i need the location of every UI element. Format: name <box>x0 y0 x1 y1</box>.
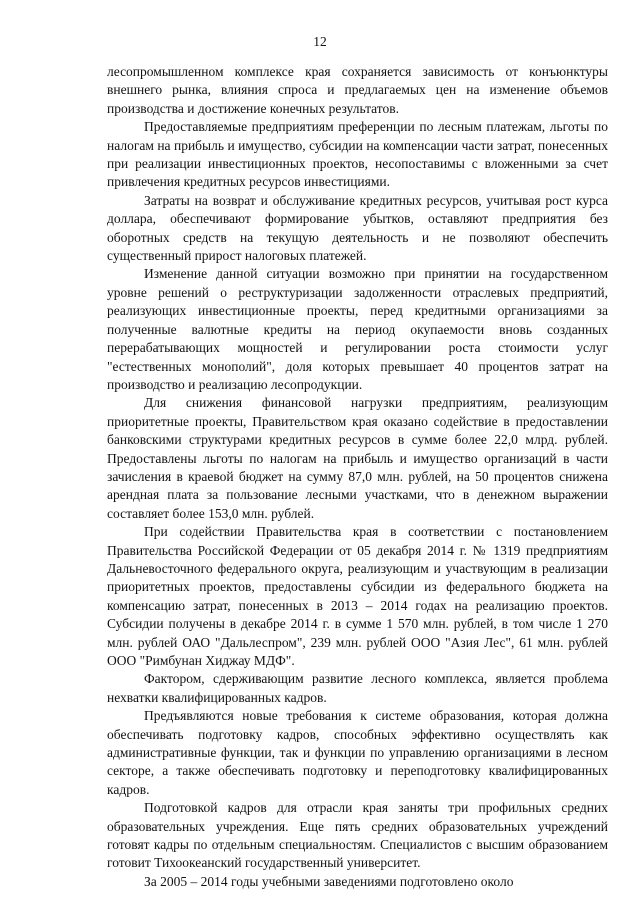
page-number: 12 <box>313 34 327 49</box>
paragraph-personnel-shortage: Фактором, сдерживающим развитие лесного комплекса, является проблема нехватки квалифицированных кадров. <box>107 671 608 705</box>
paragraph-preferences: Предоставляемые предприятиям преференции по лесным платежам, льготы по налогам на прибыль и имущество, субсидии на компенсации части затрат, понесенных при реализации инвестиционных проектов, несопоставимы с вложенными за счет привлечения кредитных ресурсов инвестициями. <box>107 119 608 190</box>
paragraph-federal-subsidies: При содействии Правительства края в соответствии с постановлением Правительства Российской Федерации от 05 декабря 2014 г. № 1319 предприятиям Дальневосточного федерального округа, реализующим и участвующим в реализации приоритетных проектов, предоставлены субсидии из федерального бюджета на компенсацию затрат, понесенных в 2013 – 2014 годах на реализацию проектов. Субсидии получены в декабре 2014 г. в сумме 1 570 млн. рублей, в том числе 1 270 млн. рублей ОАО "Дальлеспром", 239 млн. рублей ООО "Азия Лес", 61 млн. рублей ООО "Римбунан Хиджау МДФ". <box>107 524 608 668</box>
paragraph-education-requirements: Предъявляются новые требования к системе образования, которая должна обеспечивать подготовку кадров, способных эффективно осуществлять как административные функции, так и функции по управлению организациями в лесном секторе, а также обеспечивать подготовку и переподготовку квалифицированных кадров. <box>107 708 608 797</box>
paragraph-financial-support: Для снижения финансовой нагрузки предприятиям, реализующим приоритетные проекты, Правительством края оказано содействие в предоставлении банковскими структурами кредитных ресурсов в сумме более 22,0 млрд. рублей. Предоставлены льготы по налогам на прибыль и имущество организаций в части зачисления в краевой бюджет на сумму 87,0 млн. рублей, на 50 процентов снижена арендная плата за пользование лесными участками, что в денежном выражении составляет более 153,0 млн. рублей. <box>107 395 608 521</box>
paragraph-continuation: лесопромышленном комплексе края сохраняется зависимость от конъюнктуры внешнего рынка, влияния спроса и предлагаемых цен на изменение объемов производства и достижение конечных результатов. <box>107 64 608 116</box>
paragraph-graduates: За 2005 – 2014 годы учебными заведениями подготовлено около <box>144 873 514 889</box>
paragraph-credit-costs: Затраты на возврат и обслуживание кредитных ресурсов, учитывая рост курса доллара, обеспечивают формирование убытков, оставляют предприятия без оборотных средств на текущую деятельность и не позволяют обеспечить существенный прирост налоговых платежей. <box>107 192 608 264</box>
paragraph-educational-institutions: Подготовкой кадров для отрасли края заняты три профильных средних образовательных учреждения. Еще пять средних образовательных учреждений готовят кадры по отдельным специальностям. Специалистов с высшим образованием готовит Тихоокеанский государственный университет. <box>107 800 608 871</box>
document-body <box>107 63 608 891</box>
paragraph-restructuring: Изменение данной ситуации возможно при принятии на государственном уровне решений о реструктуризации задолженности отраслевых предприятий, реализующих инвестиционные проекты, перед кредитными организациями за полученные валютные кредиты на период окупаемости вновь созданных перерабатывающих мощностей и регулировании роста стоимости услуг "естественных монополий", доля которых превышает 40 процентов затрат на производство и реализацию лесопродукции. <box>107 266 608 392</box>
